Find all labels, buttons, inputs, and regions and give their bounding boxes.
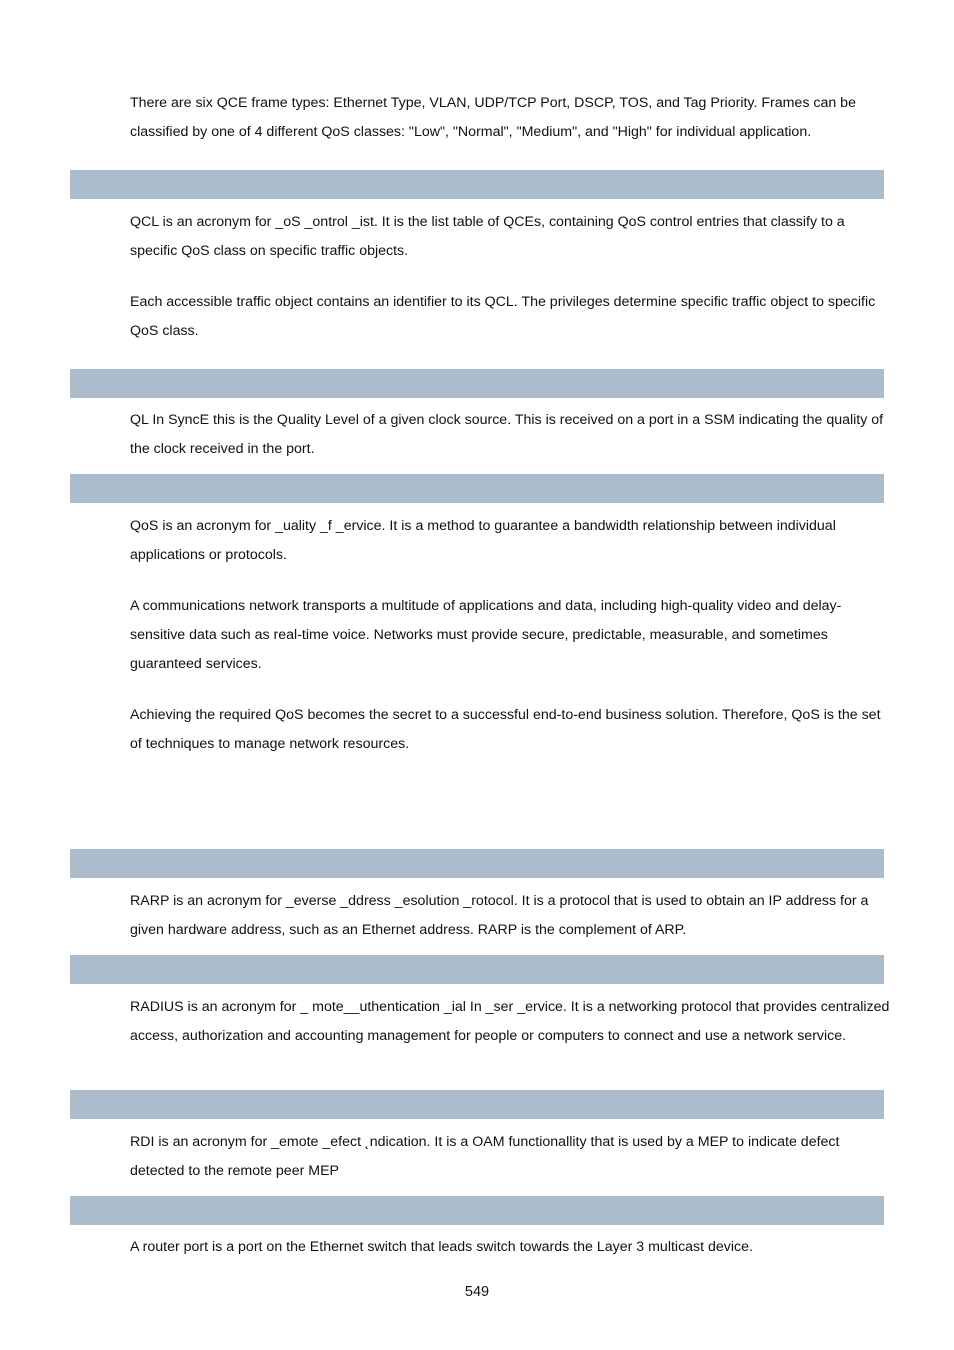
section-bar-qos <box>70 474 884 503</box>
page-number: 549 <box>464 1284 490 1300</box>
section-bar-qcl <box>70 170 884 199</box>
paragraph-qos-definition: QoS is an acronym for _uality _f _ervice. It is a method to guarantee a bandwidth relationship between individual applications or protocols. <box>130 518 836 563</box>
paragraph-qcl-definition: QCL is an acronym for _oS _ontrol _ist. It is the list table of QCEs, containing QoS control entries that classify to a specific QoS class on specific traffic objects. <box>130 214 845 259</box>
paragraph-qos-network: A communications network transports a multitude of applications and data, including high-quality video and delay-sensitive data such as real-time voice. Networks must provide secure, predictable, measurable, and sometimes guaranteed services. <box>130 598 842 672</box>
paragraph-rarp-definition: RARP is an acronym for _everse _ddress _esolution _rotocol. It is a protocol that is used to obtain an IP address for a given hardware address, such as an Ethernet address. RARP is the complement of ARP. <box>130 893 869 938</box>
paragraph-radius-definition: RADIUS is an acronym for _ mote__uthentication _ial In _ser _ervice. It is a networking protocol that provides centralized access, authorization and accounting management for people or computers to connect and use a network service. <box>130 999 890 1044</box>
paragraph-router-port-definition: A router port is a port on the Ethernet switch that leads switch towards the Layer 3 multicast device. <box>130 1239 753 1255</box>
section-bar-radius <box>70 955 884 984</box>
section-bar-rarp <box>70 849 884 878</box>
paragraph-rdi-definition: RDI is an acronym for _emote _efect ˛ndication. It is a OAM functionallity that is used by a MEP to indicate defect detected to the remote peer MEP <box>130 1134 840 1179</box>
section-bar-rdi <box>70 1090 884 1119</box>
paragraph-qos-techniques: Achieving the required QoS becomes the secret to a successful end-to-end business solution. Therefore, QoS is the set of techniques to manage network resources. <box>130 707 881 752</box>
section-bar-ql <box>70 369 884 398</box>
paragraph-ql-definition: QL In SyncE this is the Quality Level of a given clock source. This is received on a port in a SSM indicating the quality of the clock received in the port. <box>130 412 884 457</box>
section-bar-router-port <box>70 1196 884 1225</box>
paragraph-qce-frame-types: There are six QCE frame types: Ethernet Type, VLAN, UDP/TCP Port, DSCP, TOS, and Tag Priority. Frames can be classified by one of 4 different QoS classes: "Low", "Normal", "Medium", and "High" for individual application. <box>130 95 856 140</box>
paragraph-qcl-privileges: Each accessible traffic object contains an identifier to its QCL. The privileges determine specific traffic object to specific QoS class. <box>130 294 876 339</box>
